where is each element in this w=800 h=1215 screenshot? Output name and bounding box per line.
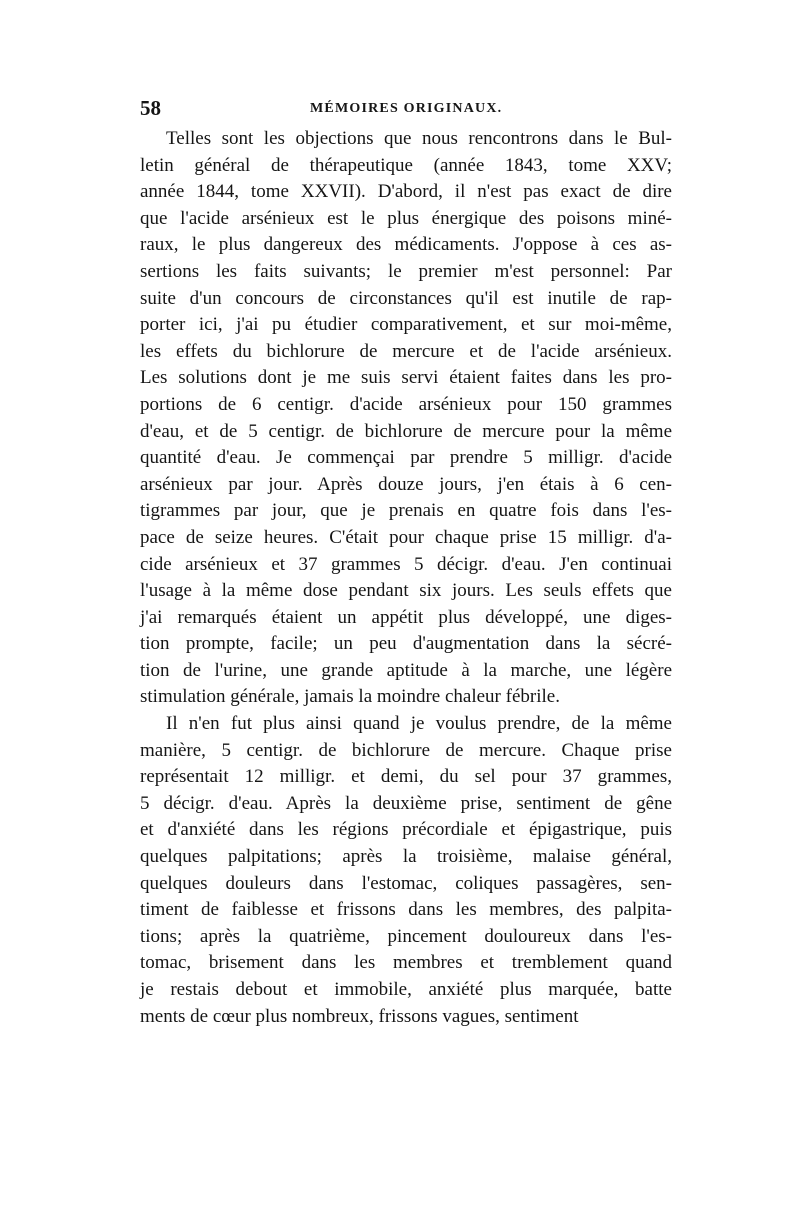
text-line: manière, 5 centigr. de bichlorure de mercure. Chaque prise [140,739,672,761]
text-line: stimulation générale, jamais la moindre chaleur fébrile. [140,686,560,708]
text-line: Telles sont les objections que nous rencontrons dans le Bul- [166,128,672,149]
text-line: letin général de thérapeutique (année 1843, tome XXV; [140,154,672,176]
text-line: tigrammes par jour, que je prenais en quatre fois dans l'es- [140,500,672,522]
text-line: timent de faiblesse et frissons dans les membres, des palpita- [140,899,672,921]
text-line: portions de 6 centigr. d'acide arsénieux pour 150 grammes [140,393,672,415]
text-line: sertions les faits suivants; le premier m'est personnel: Par [140,260,672,282]
text-line: cide arsénieux et 37 grammes 5 décigr. d'eau. J'en continuai [140,553,672,575]
text-line: année 1844, tome XXVII). D'abord, il n'est pas exact de dire [140,181,672,203]
text-line: l'usage à la même dose pendant six jours. Les seuls effets que [140,580,672,602]
running-title: MÉMOIRES ORIGINAUX. [310,101,503,116]
page-number: 58 [140,96,161,120]
text-line: suite d'un concours de circonstances qu'il est inutile de rap- [140,287,672,309]
text-line: porter ici, j'ai pu étudier comparativement, et sur moi-même, [140,314,672,336]
text-line: tions; après la quatrième, pincement douloureux dans l'es- [140,925,672,947]
running-head [140,96,670,126]
text-line: pace de seize heures. C'était pour chaque prise 15 milligr. d'a- [140,526,672,548]
text-line: les effets du bichlorure de mercure et de l'acide arsénieux. [140,340,672,362]
text-line: je restais debout et immobile, anxiété plus marquée, batte [140,979,672,1000]
text-line: quelques palpitations; après la troisième, malaise général, [140,846,672,868]
text-line: et d'anxiété dans les régions précordiale et épigastrique, puis [140,819,672,841]
text-line: tion prompte, facile; un peu d'augmentation dans la sécré- [140,633,672,655]
text-line: que l'acide arsénieux est le plus énergique des poisons miné- [140,207,672,229]
text-line: ments de cœur plus nombreux, frissons vagues, sentiment [140,1005,579,1027]
text-line: raux, le plus dangereux des médicaments. J'oppose à ces as- [140,234,672,256]
text-line: représentait 12 milligr. et demi, du sel pour 37 grammes, [140,766,672,788]
text-line: j'ai remarqués étaient un appétit plus développé, une diges- [140,606,672,628]
text-line: Il n'en fut plus ainsi quand je voulus prendre, de la même [166,713,672,735]
text-line: d'eau, et de 5 centigr. de bichlorure de mercure pour la même [140,420,672,442]
text-line: Les solutions dont je me suis servi étaient faites dans les pro- [140,367,672,389]
text-line: quantité d'eau. Je commençai par prendre 5 milligr. d'acide [140,447,672,469]
text-line: quelques douleurs dans l'estomac, coliques passagères, sen- [140,872,672,894]
text-line: 5 décigr. d'eau. Après la deuxième prise, sentiment de gêne [140,792,672,814]
text-line: tion de l'urine, une grande aptitude à la marche, une légère [140,659,672,681]
text-line: arsénieux par jour. Après douze jours, j'en étais à 6 cen- [140,473,672,495]
text-line: tomac, brisement dans les membres et tremblement quand [140,952,672,974]
body-text [140,126,672,1030]
